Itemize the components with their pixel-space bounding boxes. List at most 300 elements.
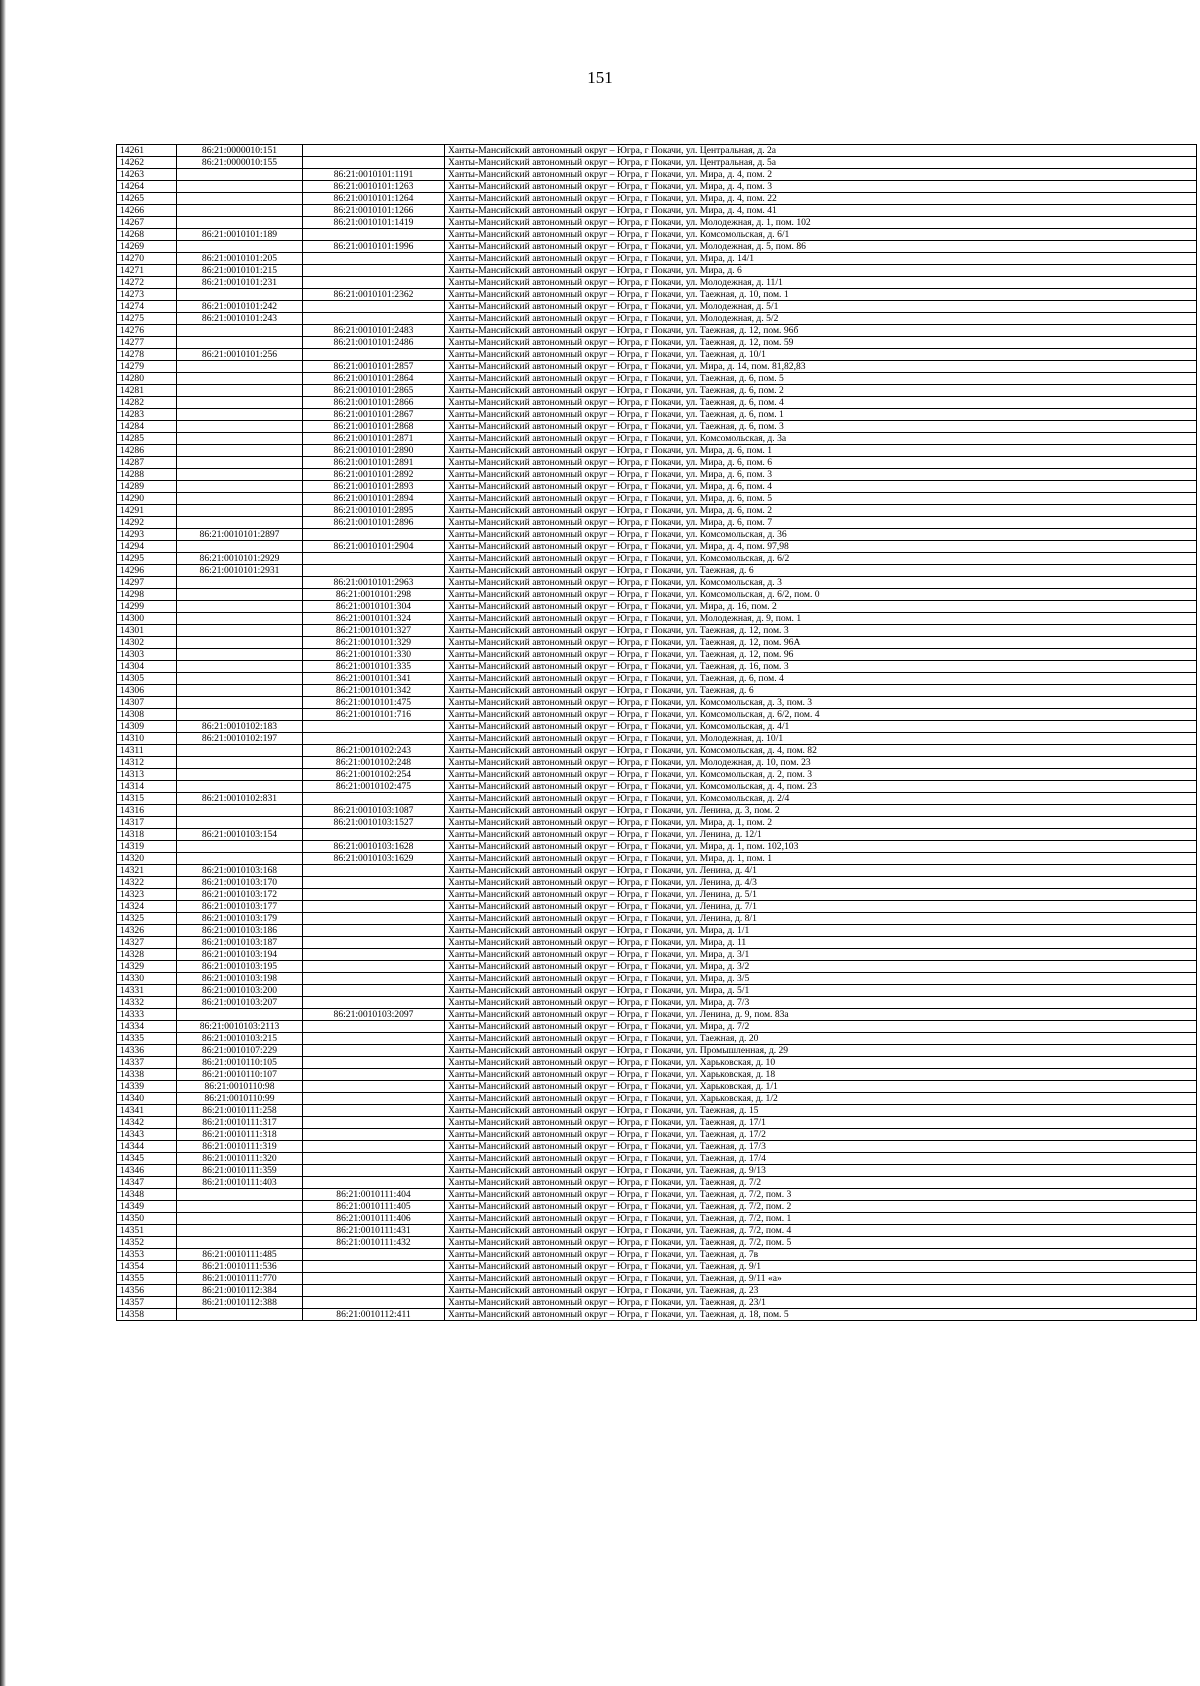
row-number-cell: 14324 — [117, 901, 177, 913]
row-number-cell: 14349 — [117, 1201, 177, 1213]
row-number-cell: 14309 — [117, 721, 177, 733]
row-number-cell: 14290 — [117, 493, 177, 505]
object-cadastral-number-cell — [303, 1261, 445, 1273]
table-row — [117, 325, 1197, 337]
table-row — [117, 985, 1197, 997]
table-row — [117, 445, 1197, 457]
object-cadastral-number-cell — [303, 1021, 445, 1033]
address-cell: Ханты-Мансийский автономный округ – Югра, г Покачи, ул. Мира, д. 7/2 — [445, 1021, 1197, 1033]
object-cadastral-number-cell: 86:21:0010101:2483 — [303, 325, 445, 337]
object-cadastral-number-cell: 86:21:0010101:327 — [303, 625, 445, 637]
row-number-cell: 14285 — [117, 433, 177, 445]
object-cadastral-number-cell — [303, 1285, 445, 1297]
land-cadastral-number-cell: 86:21:0010110:98 — [177, 1081, 303, 1093]
address-cell: Ханты-Мансийский автономный округ – Югра, г Покачи, ул. Молодежная, д. 1, пом. 102 — [445, 217, 1197, 229]
address-cell: Ханты-Мансийский автономный округ – Югра, г Покачи, ул. Харьковская, д. 1/1 — [445, 1081, 1197, 1093]
address-cell: Ханты-Мансийский автономный округ – Югра, г Покачи, ул. Мира, д. 6, пом. 2 — [445, 505, 1197, 517]
object-cadastral-number-cell — [303, 1033, 445, 1045]
address-cell: Ханты-Мансийский автономный округ – Югра, г Покачи, ул. Промышленная, д. 29 — [445, 1045, 1197, 1057]
object-cadastral-number-cell — [303, 1297, 445, 1309]
land-cadastral-number-cell: 86:21:0010110:107 — [177, 1069, 303, 1081]
table-row — [117, 301, 1197, 313]
row-number-cell: 14298 — [117, 589, 177, 601]
address-cell: Ханты-Мансийский автономный округ – Югра, г Покачи, ул. Таежная, д. 6, пом. 3 — [445, 421, 1197, 433]
land-cadastral-number-cell — [177, 625, 303, 637]
row-number-cell: 14288 — [117, 469, 177, 481]
object-cadastral-number-cell — [303, 961, 445, 973]
address-cell: Ханты-Мансийский автономный округ – Югра, г Покачи, ул. Ленина, д. 4/3 — [445, 877, 1197, 889]
table-row — [117, 901, 1197, 913]
address-cell: Ханты-Мансийский автономный округ – Югра, г Покачи, ул. Ленина, д. 5/1 — [445, 889, 1197, 901]
address-cell: Ханты-Мансийский автономный округ – Югра, г Покачи, ул. Таежная, д. 9/1 — [445, 1261, 1197, 1273]
object-cadastral-number-cell — [303, 253, 445, 265]
land-cadastral-number-cell: 86:21:0010103:179 — [177, 913, 303, 925]
address-cell: Ханты-Мансийский автономный округ – Югра, г Покачи, ул. Ленина, д. 3, пом. 2 — [445, 805, 1197, 817]
object-cadastral-number-cell: 86:21:0010102:475 — [303, 781, 445, 793]
table-row — [117, 205, 1197, 217]
land-cadastral-number-cell — [177, 649, 303, 661]
row-number-cell: 14279 — [117, 361, 177, 373]
row-number-cell: 14272 — [117, 277, 177, 289]
object-cadastral-number-cell — [303, 1081, 445, 1093]
table-row — [117, 169, 1197, 181]
land-cadastral-number-cell — [177, 1309, 303, 1321]
table-row — [117, 757, 1197, 769]
land-cadastral-number-cell: 86:21:0010111:319 — [177, 1141, 303, 1153]
address-cell: Ханты-Мансийский автономный округ – Югра, г Покачи, ул. Ленина, д. 8/1 — [445, 913, 1197, 925]
land-cadastral-number-cell — [177, 337, 303, 349]
land-cadastral-number-cell — [177, 217, 303, 229]
table-row — [117, 481, 1197, 493]
address-cell: Ханты-Мансийский автономный округ – Югра, г Покачи, ул. Комсомольская, д. 6/2, пом. 4 — [445, 709, 1197, 721]
address-cell: Ханты-Мансийский автономный округ – Югра, г Покачи, ул. Таежная, д. 7/2, пом. 2 — [445, 1201, 1197, 1213]
land-cadastral-number-cell — [177, 385, 303, 397]
land-cadastral-number-cell: 86:21:0010103:172 — [177, 889, 303, 901]
object-cadastral-number-cell: 86:21:0010101:1996 — [303, 241, 445, 253]
object-cadastral-number-cell — [303, 1105, 445, 1117]
row-number-cell: 14352 — [117, 1237, 177, 1249]
object-cadastral-number-cell: 86:21:0010101:716 — [303, 709, 445, 721]
table-row — [117, 241, 1197, 253]
table-row — [117, 793, 1197, 805]
address-cell: Ханты-Мансийский автономный округ – Югра, г Покачи, ул. Таежная, д. 6, пом. 4 — [445, 397, 1197, 409]
table-row — [117, 841, 1197, 853]
address-cell: Ханты-Мансийский автономный округ – Югра, г Покачи, ул. Ленина, д. 7/1 — [445, 901, 1197, 913]
land-cadastral-number-cell: 86:21:0010103:215 — [177, 1033, 303, 1045]
object-cadastral-number-cell — [303, 997, 445, 1009]
address-cell: Ханты-Мансийский автономный округ – Югра, г Покачи, ул. Таежная, д. 12, пом. 96б — [445, 325, 1197, 337]
land-cadastral-number-cell: 86:21:0010103:195 — [177, 961, 303, 973]
table-row — [117, 781, 1197, 793]
address-cell: Ханты-Мансийский автономный округ – Югра, г Покачи, ул. Таежная, д. 9/13 — [445, 1165, 1197, 1177]
land-cadastral-number-cell — [177, 709, 303, 721]
address-cell: Ханты-Мансийский автономный округ – Югра, г Покачи, ул. Мира, д. 4, пом. 41 — [445, 205, 1197, 217]
table-row — [117, 961, 1197, 973]
table-row — [117, 1297, 1197, 1309]
land-cadastral-number-cell — [177, 685, 303, 697]
table-row — [117, 313, 1197, 325]
row-number-cell: 14271 — [117, 265, 177, 277]
row-number-cell: 14297 — [117, 577, 177, 589]
address-cell: Ханты-Мансийский автономный округ – Югра, г Покачи, ул. Таежная, д. 6, пом. 5 — [445, 373, 1197, 385]
address-cell: Ханты-Мансийский автономный округ – Югра, г Покачи, ул. Таежная, д. 7/2, пом. 1 — [445, 1213, 1197, 1225]
table-row — [117, 361, 1197, 373]
object-cadastral-number-cell: 86:21:0010101:2893 — [303, 481, 445, 493]
address-cell: Ханты-Мансийский автономный округ – Югра, г Покачи, ул. Мира, д. 6, пом. 1 — [445, 445, 1197, 457]
land-cadastral-number-cell: 86:21:0010102:831 — [177, 793, 303, 805]
land-cadastral-number-cell — [177, 1189, 303, 1201]
address-cell: Ханты-Мансийский автономный округ – Югра, г Покачи, ул. Мира, д. 6, пом. 5 — [445, 493, 1197, 505]
row-number-cell: 14300 — [117, 613, 177, 625]
row-number-cell: 14321 — [117, 865, 177, 877]
address-cell: Ханты-Мансийский автономный округ – Югра, г Покачи, ул. Мира, д. 1, пом. 1 — [445, 853, 1197, 865]
row-number-cell: 14268 — [117, 229, 177, 241]
table-row — [117, 469, 1197, 481]
table-row — [117, 1177, 1197, 1189]
row-number-cell: 14265 — [117, 193, 177, 205]
row-number-cell: 14343 — [117, 1129, 177, 1141]
address-cell: Ханты-Мансийский автономный округ – Югра, г Покачи, ул. Таежная, д. 12, пом. 3 — [445, 625, 1197, 637]
row-number-cell: 14306 — [117, 685, 177, 697]
row-number-cell: 14291 — [117, 505, 177, 517]
address-cell: Ханты-Мансийский автономный округ – Югра, г Покачи, ул. Ленина, д. 12/1 — [445, 829, 1197, 841]
row-number-cell: 14325 — [117, 913, 177, 925]
land-cadastral-number-cell — [177, 817, 303, 829]
address-cell: Ханты-Мансийский автономный округ – Югра, г Покачи, ул. Таежная, д. 17/1 — [445, 1117, 1197, 1129]
object-cadastral-number-cell: 86:21:0010101:304 — [303, 601, 445, 613]
table-row — [117, 601, 1197, 613]
row-number-cell: 14294 — [117, 541, 177, 553]
land-cadastral-number-cell — [177, 769, 303, 781]
row-number-cell: 14277 — [117, 337, 177, 349]
land-cadastral-number-cell — [177, 205, 303, 217]
table-row — [117, 637, 1197, 649]
row-number-cell: 14319 — [117, 841, 177, 853]
object-cadastral-number-cell — [303, 913, 445, 925]
address-cell: Ханты-Мансийский автономный округ – Югра, г Покачи, ул. Таежная, д. 23 — [445, 1285, 1197, 1297]
object-cadastral-number-cell — [303, 157, 445, 169]
address-cell: Ханты-Мансийский автономный округ – Югра, г Покачи, ул. Молодежная, д. 10/1 — [445, 733, 1197, 745]
row-number-cell: 14295 — [117, 553, 177, 565]
object-cadastral-number-cell: 86:21:0010103:1087 — [303, 805, 445, 817]
row-number-cell: 14326 — [117, 925, 177, 937]
table-row — [117, 697, 1197, 709]
address-cell: Ханты-Мансийский автономный округ – Югра, г Покачи, ул. Таежная, д. 23/1 — [445, 1297, 1197, 1309]
address-cell: Ханты-Мансийский автономный округ – Югра, г Покачи, ул. Центральная, д. 5а — [445, 157, 1197, 169]
object-cadastral-number-cell — [303, 877, 445, 889]
land-cadastral-number-cell — [177, 181, 303, 193]
row-number-cell: 14269 — [117, 241, 177, 253]
row-number-cell: 14340 — [117, 1093, 177, 1105]
land-cadastral-number-cell — [177, 757, 303, 769]
row-number-cell: 14350 — [117, 1213, 177, 1225]
object-cadastral-number-cell — [303, 277, 445, 289]
object-cadastral-number-cell: 86:21:0010102:248 — [303, 757, 445, 769]
land-cadastral-number-cell: 86:21:0010111:317 — [177, 1117, 303, 1129]
address-cell: Ханты-Мансийский автономный округ – Югра, г Покачи, ул. Таежная, д. 12, пом. 96А — [445, 637, 1197, 649]
object-cadastral-number-cell: 86:21:0010101:2904 — [303, 541, 445, 553]
table-row — [117, 685, 1197, 697]
table-row — [117, 1165, 1197, 1177]
table-row — [117, 589, 1197, 601]
address-cell: Ханты-Мансийский автономный округ – Югра, г Покачи, ул. Комсомольская, д. 4/1 — [445, 721, 1197, 733]
address-cell: Ханты-Мансийский автономный округ – Югра, г Покачи, ул. Таежная, д. 16, пом. 3 — [445, 661, 1197, 673]
land-cadastral-number-cell — [177, 1213, 303, 1225]
table-row — [117, 1225, 1197, 1237]
address-cell: Ханты-Мансийский автономный округ – Югра, г Покачи, ул. Молодежная, д. 9, пом. 1 — [445, 613, 1197, 625]
row-number-cell: 14341 — [117, 1105, 177, 1117]
land-cadastral-number-cell — [177, 505, 303, 517]
land-cadastral-number-cell: 86:21:0010103:198 — [177, 973, 303, 985]
address-cell: Ханты-Мансийский автономный округ – Югра, г Покачи, ул. Таежная, д. 15 — [445, 1105, 1197, 1117]
table-row — [117, 289, 1197, 301]
object-cadastral-number-cell — [303, 1141, 445, 1153]
table-row — [117, 193, 1197, 205]
address-cell: Ханты-Мансийский автономный округ – Югра, г Покачи, ул. Мира, д. 6 — [445, 265, 1197, 277]
object-cadastral-number-cell — [303, 1153, 445, 1165]
land-cadastral-number-cell: 86:21:0010107:229 — [177, 1045, 303, 1057]
table-row — [117, 181, 1197, 193]
object-cadastral-number-cell — [303, 349, 445, 361]
table-row — [117, 925, 1197, 937]
land-cadastral-number-cell: 86:21:0010102:183 — [177, 721, 303, 733]
table-row — [117, 1069, 1197, 1081]
address-cell: Ханты-Мансийский автономный округ – Югра, г Покачи, ул. Мира, д. 6, пом. 6 — [445, 457, 1197, 469]
table-row — [117, 1213, 1197, 1225]
address-cell: Ханты-Мансийский автономный округ – Югра, г Покачи, ул. Таежная, д. 7/2 — [445, 1177, 1197, 1189]
address-cell: Ханты-Мансийский автономный округ – Югра, г Покачи, ул. Таежная, д. 7/2, пом. 3 — [445, 1189, 1197, 1201]
table-row — [117, 1021, 1197, 1033]
row-number-cell: 14270 — [117, 253, 177, 265]
table-row — [117, 625, 1197, 637]
land-cadastral-number-cell: 86:21:0010103:168 — [177, 865, 303, 877]
object-cadastral-number-cell: 86:21:0010101:1264 — [303, 193, 445, 205]
object-cadastral-number-cell — [303, 553, 445, 565]
registry-table-body — [117, 145, 1197, 1321]
land-cadastral-number-cell — [177, 193, 303, 205]
row-number-cell: 14313 — [117, 769, 177, 781]
address-cell: Ханты-Мансийский автономный округ – Югра, г Покачи, ул. Мира, д. 6, пом. 4 — [445, 481, 1197, 493]
land-cadastral-number-cell — [177, 637, 303, 649]
table-row — [117, 265, 1197, 277]
object-cadastral-number-cell — [303, 265, 445, 277]
object-cadastral-number-cell: 86:21:0010101:2892 — [303, 469, 445, 481]
land-cadastral-number-cell: 86:21:0010111:359 — [177, 1165, 303, 1177]
land-cadastral-number-cell: 86:21:0010111:403 — [177, 1177, 303, 1189]
address-cell: Ханты-Мансийский автономный округ – Югра, г Покачи, ул. Таежная, д. 9/11 «а» — [445, 1273, 1197, 1285]
row-number-cell: 14348 — [117, 1189, 177, 1201]
object-cadastral-number-cell: 86:21:0010103:1527 — [303, 817, 445, 829]
table-row — [117, 253, 1197, 265]
object-cadastral-number-cell: 86:21:0010101:2362 — [303, 289, 445, 301]
object-cadastral-number-cell: 86:21:0010101:475 — [303, 697, 445, 709]
row-number-cell: 14286 — [117, 445, 177, 457]
land-cadastral-number-cell — [177, 589, 303, 601]
address-cell: Ханты-Мансийский автономный округ – Югра, г Покачи, ул. Мира, д. 4, пом. 3 — [445, 181, 1197, 193]
table-row — [117, 1081, 1197, 1093]
table-row — [117, 1153, 1197, 1165]
row-number-cell: 14296 — [117, 565, 177, 577]
address-cell: Ханты-Мансийский автономный округ – Югра, г Покачи, ул. Мира, д. 1, пом. 102,103 — [445, 841, 1197, 853]
land-cadastral-number-cell: 86:21:0010101:2897 — [177, 529, 303, 541]
table-row — [117, 1057, 1197, 1069]
row-number-cell: 14315 — [117, 793, 177, 805]
address-cell: Ханты-Мансийский автономный округ – Югра, г Покачи, ул. Молодежная, д. 5, пом. 86 — [445, 241, 1197, 253]
table-row — [117, 613, 1197, 625]
row-number-cell: 14261 — [117, 145, 177, 157]
object-cadastral-number-cell: 86:21:0010101:2486 — [303, 337, 445, 349]
row-number-cell: 14334 — [117, 1021, 177, 1033]
row-number-cell: 14355 — [117, 1273, 177, 1285]
row-number-cell: 14327 — [117, 937, 177, 949]
address-cell: Ханты-Мансийский автономный округ – Югра, г Покачи, ул. Мира, д. 6, пом. 7 — [445, 517, 1197, 529]
address-cell: Ханты-Мансийский автономный округ – Югра, г Покачи, ул. Мира, д. 4, пом. 97,98 — [445, 541, 1197, 553]
address-cell: Ханты-Мансийский автономный округ – Югра, г Покачи, ул. Центральная, д. 2а — [445, 145, 1197, 157]
object-cadastral-number-cell: 86:21:0010101:2865 — [303, 385, 445, 397]
object-cadastral-number-cell — [303, 973, 445, 985]
address-cell: Ханты-Мансийский автономный округ – Югра, г Покачи, ул. Таежная, д. 6, пом. 4 — [445, 673, 1197, 685]
object-cadastral-number-cell — [303, 301, 445, 313]
address-cell: Ханты-Мансийский автономный округ – Югра, г Покачи, ул. Таежная, д. 17/3 — [445, 1141, 1197, 1153]
row-number-cell: 14307 — [117, 697, 177, 709]
object-cadastral-number-cell — [303, 1129, 445, 1141]
table-row — [117, 577, 1197, 589]
row-number-cell: 14346 — [117, 1165, 177, 1177]
land-cadastral-number-cell — [177, 361, 303, 373]
table-row — [117, 1237, 1197, 1249]
row-number-cell: 14305 — [117, 673, 177, 685]
object-cadastral-number-cell — [303, 229, 445, 241]
address-cell: Ханты-Мансийский автономный округ – Югра, г Покачи, ул. Мира, д. 3/2 — [445, 961, 1197, 973]
table-row — [117, 1273, 1197, 1285]
table-row — [117, 1309, 1197, 1321]
table-row — [117, 721, 1197, 733]
address-cell: Ханты-Мансийский автономный округ – Югра, г Покачи, ул. Комсомольская, д. 6/2, пом. 0 — [445, 589, 1197, 601]
object-cadastral-number-cell: 86:21:0010101:2871 — [303, 433, 445, 445]
table-row — [117, 865, 1197, 877]
object-cadastral-number-cell: 86:21:0010111:404 — [303, 1189, 445, 1201]
object-cadastral-number-cell — [303, 1069, 445, 1081]
row-number-cell: 14345 — [117, 1153, 177, 1165]
table-row — [117, 385, 1197, 397]
table-row — [117, 1141, 1197, 1153]
land-cadastral-number-cell — [177, 517, 303, 529]
object-cadastral-number-cell — [303, 313, 445, 325]
row-number-cell: 14280 — [117, 373, 177, 385]
table-row — [117, 565, 1197, 577]
table-row — [117, 1129, 1197, 1141]
address-cell: Ханты-Мансийский автономный округ – Югра, г Покачи, ул. Мира, д. 1, пом. 2 — [445, 817, 1197, 829]
address-cell: Ханты-Мансийский автономный округ – Югра, г Покачи, ул. Комсомольская, д. 3 — [445, 577, 1197, 589]
registry-table — [116, 144, 1197, 1321]
address-cell: Ханты-Мансийский автономный округ – Югра, г Покачи, ул. Мира, д. 4, пом. 22 — [445, 193, 1197, 205]
land-cadastral-number-cell: 86:21:0010103:200 — [177, 985, 303, 997]
land-cadastral-number-cell — [177, 781, 303, 793]
table-row — [117, 457, 1197, 469]
address-cell: Ханты-Мансийский автономный округ – Югра, г Покачи, ул. Мира, д. 14/1 — [445, 253, 1197, 265]
address-cell: Ханты-Мансийский автономный округ – Югра, г Покачи, ул. Молодежная, д. 10, пом. 23 — [445, 757, 1197, 769]
object-cadastral-number-cell — [303, 1165, 445, 1177]
land-cadastral-number-cell — [177, 1225, 303, 1237]
row-number-cell: 14336 — [117, 1045, 177, 1057]
land-cadastral-number-cell: 86:21:0010101:205 — [177, 253, 303, 265]
table-row — [117, 553, 1197, 565]
object-cadastral-number-cell: 86:21:0010101:2857 — [303, 361, 445, 373]
table-row — [117, 493, 1197, 505]
object-cadastral-number-cell: 86:21:0010111:406 — [303, 1213, 445, 1225]
land-cadastral-number-cell: 86:21:0010111:318 — [177, 1129, 303, 1141]
object-cadastral-number-cell: 86:21:0010101:2963 — [303, 577, 445, 589]
row-number-cell: 14262 — [117, 157, 177, 169]
address-cell: Ханты-Мансийский автономный округ – Югра, г Покачи, ул. Таежная, д. 6, пом. 1 — [445, 409, 1197, 421]
object-cadastral-number-cell: 86:21:0010101:298 — [303, 589, 445, 601]
object-cadastral-number-cell — [303, 1273, 445, 1285]
row-number-cell: 14276 — [117, 325, 177, 337]
object-cadastral-number-cell: 86:21:0010101:2867 — [303, 409, 445, 421]
land-cadastral-number-cell: 86:21:0010101:215 — [177, 265, 303, 277]
address-cell: Ханты-Мансийский автономный округ – Югра, г Покачи, ул. Мира, д. 7/3 — [445, 997, 1197, 1009]
land-cadastral-number-cell — [177, 433, 303, 445]
address-cell: Ханты-Мансийский автономный округ – Югра, г Покачи, ул. Молодежная, д. 11/1 — [445, 277, 1197, 289]
table-row — [117, 229, 1197, 241]
address-cell: Ханты-Мансийский автономный округ – Югра, г Покачи, ул. Харьковская, д. 10 — [445, 1057, 1197, 1069]
land-cadastral-number-cell: 86:21:0010103:207 — [177, 997, 303, 1009]
land-cadastral-number-cell — [177, 457, 303, 469]
row-number-cell: 14293 — [117, 529, 177, 541]
row-number-cell: 14337 — [117, 1057, 177, 1069]
land-cadastral-number-cell: 86:21:0010110:99 — [177, 1093, 303, 1105]
row-number-cell: 14267 — [117, 217, 177, 229]
table-row — [117, 889, 1197, 901]
land-cadastral-number-cell: 86:21:0000010:151 — [177, 145, 303, 157]
row-number-cell: 14289 — [117, 481, 177, 493]
address-cell: Ханты-Мансийский автономный округ – Югра, г Покачи, ул. Молодежная, д. 5/2 — [445, 313, 1197, 325]
object-cadastral-number-cell — [303, 1177, 445, 1189]
object-cadastral-number-cell: 86:21:0010101:2895 — [303, 505, 445, 517]
address-cell: Ханты-Мансийский автономный округ – Югра, г Покачи, ул. Мира, д. 4, пом. 2 — [445, 169, 1197, 181]
table-row — [117, 1105, 1197, 1117]
row-number-cell: 14301 — [117, 625, 177, 637]
address-cell: Ханты-Мансийский автономный округ – Югра, г Покачи, ул. Таежная, д. 7/2, пом. 4 — [445, 1225, 1197, 1237]
land-cadastral-number-cell: 86:21:0010102:197 — [177, 733, 303, 745]
table-row — [117, 997, 1197, 1009]
land-cadastral-number-cell: 86:21:0010103:187 — [177, 937, 303, 949]
land-cadastral-number-cell — [177, 397, 303, 409]
table-row — [117, 805, 1197, 817]
address-cell: Ханты-Мансийский автономный округ – Югра, г Покачи, ул. Мира, д. 1/1 — [445, 925, 1197, 937]
row-number-cell: 14302 — [117, 637, 177, 649]
land-cadastral-number-cell: 86:21:0010101:2931 — [177, 565, 303, 577]
row-number-cell: 14332 — [117, 997, 177, 1009]
table-row — [117, 1249, 1197, 1261]
row-number-cell: 14274 — [117, 301, 177, 313]
table-row — [117, 541, 1197, 553]
land-cadastral-number-cell: 86:21:0010111:536 — [177, 1261, 303, 1273]
object-cadastral-number-cell: 86:21:0010101:341 — [303, 673, 445, 685]
land-cadastral-number-cell: 86:21:0010103:170 — [177, 877, 303, 889]
row-number-cell: 14323 — [117, 889, 177, 901]
address-cell: Ханты-Мансийский автономный округ – Югра, г Покачи, ул. Ленина, д. 4/1 — [445, 865, 1197, 877]
row-number-cell: 14342 — [117, 1117, 177, 1129]
object-cadastral-number-cell: 86:21:0010101:2868 — [303, 421, 445, 433]
table-row — [117, 145, 1197, 157]
object-cadastral-number-cell: 86:21:0010101:2866 — [303, 397, 445, 409]
object-cadastral-number-cell: 86:21:0010111:432 — [303, 1237, 445, 1249]
object-cadastral-number-cell — [303, 889, 445, 901]
row-number-cell: 14292 — [117, 517, 177, 529]
land-cadastral-number-cell: 86:21:0010101:256 — [177, 349, 303, 361]
land-cadastral-number-cell — [177, 673, 303, 685]
